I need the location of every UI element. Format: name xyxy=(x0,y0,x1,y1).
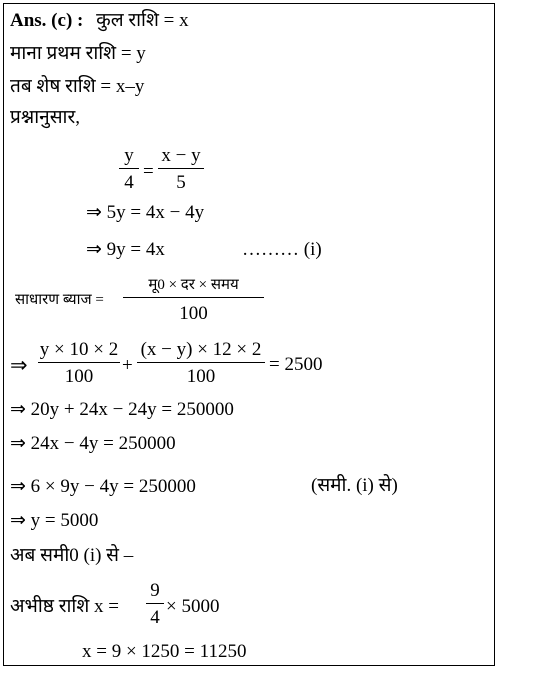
fraction-denominator: 4 xyxy=(150,607,160,628)
fraction-denominator: 4 xyxy=(124,172,134,193)
equals-sign: = xyxy=(143,161,154,182)
required-amount-label: अभीष्ठ राशि x = xyxy=(10,596,119,617)
fraction-y-over-4 xyxy=(119,146,139,192)
step-line: ⇒ 24x − 4y = 250000 xyxy=(10,433,176,454)
simple-interest-label: साधारण ब्याज = xyxy=(15,292,104,308)
fraction-interest-second xyxy=(137,340,265,386)
from-equation-line: अब समी0 (i) से – xyxy=(10,545,134,566)
total-amount-text: कुल राशि = x xyxy=(96,10,189,31)
equation-reference: (समी. (i) से) xyxy=(311,475,398,496)
remaining-amount-line: तब शेष राशि = x–y xyxy=(10,76,145,97)
fraction-numerator: y xyxy=(124,145,134,166)
answer-line xyxy=(10,11,189,30)
fraction-numerator: 9 xyxy=(150,580,160,601)
step-line: ⇒ 5y = 4x − 4y xyxy=(86,202,205,223)
fraction-denominator: 100 xyxy=(186,366,216,387)
fraction-xminusy-over-5 xyxy=(158,146,204,192)
fraction-bar xyxy=(137,362,265,363)
final-answer: x = 9 × 1250 = 11250 xyxy=(82,641,247,662)
plus-sign: + xyxy=(122,355,133,376)
fraction-9-over-4 xyxy=(146,581,164,627)
step-line: ⇒ y = 5000 xyxy=(10,510,99,531)
simple-interest-formula xyxy=(123,278,264,323)
total-interest: = 2500 xyxy=(269,354,323,375)
step-line: ⇒ 20y + 24x − 24y = 250000 xyxy=(10,399,234,420)
fraction-bar xyxy=(38,362,120,363)
according-to-question-line: प्रश्नानुसार, xyxy=(10,107,80,128)
fraction-bar xyxy=(146,603,164,604)
fraction-bar xyxy=(123,297,264,298)
step-line: ⇒ 9y = 4x xyxy=(86,239,165,260)
implies-arrow: ⇒ xyxy=(10,353,28,377)
answer-label: Ans. (c) : xyxy=(10,10,84,31)
fraction-denominator: 100 xyxy=(64,366,94,387)
equation-reference: ……… (i) xyxy=(242,239,322,260)
fraction-numerator: x − y xyxy=(161,145,201,166)
required-amount-multiplier: × 5000 xyxy=(166,596,220,617)
fraction-denominator: 5 xyxy=(176,172,186,193)
fraction-denominator: 100 xyxy=(179,303,208,324)
fraction-interest-first xyxy=(38,340,120,386)
first-amount-line: माना प्रथम राशि = y xyxy=(10,43,146,64)
fraction-bar xyxy=(119,168,139,169)
step-line: ⇒ 6 × 9y − 4y = 250000 xyxy=(10,476,196,497)
fraction-bar xyxy=(158,168,204,169)
solution-box xyxy=(3,3,495,666)
fraction-numerator: (x − y) × 12 × 2 xyxy=(140,339,262,360)
fraction-numerator: y × 10 × 2 xyxy=(39,339,119,360)
fraction-numerator: मू0 × दर × समय xyxy=(148,277,239,293)
